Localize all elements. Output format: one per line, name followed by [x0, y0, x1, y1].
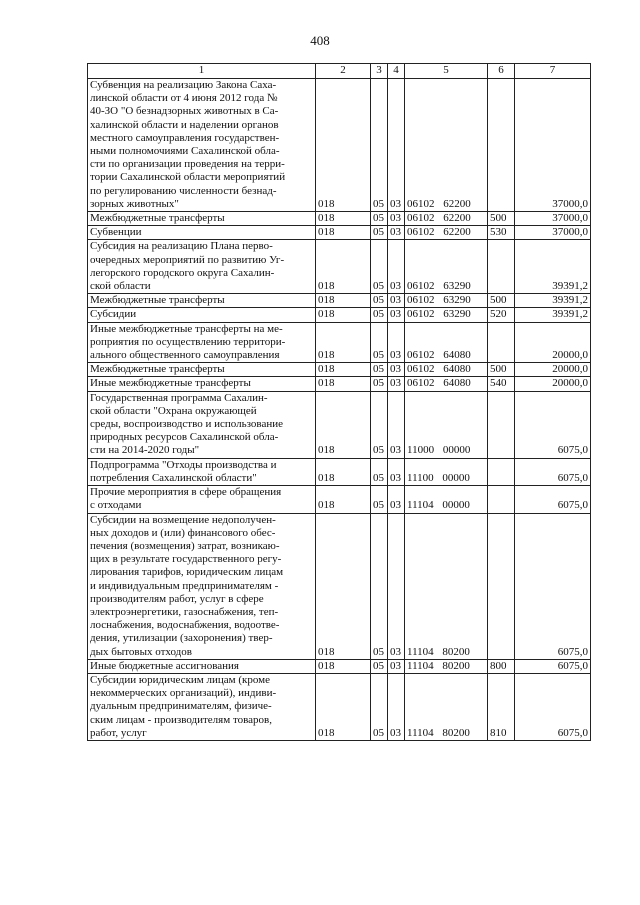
row-sum: 37000,0 — [515, 226, 591, 240]
row-target-article — [405, 294, 488, 308]
row-subsection: 03 — [388, 226, 405, 240]
row-section: 05 — [371, 308, 388, 322]
target-article-code: 06102 62200 — [407, 226, 471, 239]
row-grbs: 018 — [316, 212, 371, 226]
row-sum: 6075,0 — [515, 486, 591, 513]
target-article-code: 06102 64080 — [407, 349, 471, 362]
table-row — [88, 363, 591, 377]
target-article-code: 11100 00000 — [407, 471, 470, 484]
col-header-2: 2 — [316, 64, 371, 79]
col-header-1: 1 — [88, 64, 316, 79]
table-row — [88, 377, 591, 391]
target-article-code: 06102 62200 — [407, 212, 471, 225]
target-article-code: 11104 80200 — [407, 645, 470, 658]
target-article-code: 06102 64080 — [407, 363, 471, 376]
row-target-article — [405, 377, 488, 391]
row-section: 05 — [371, 294, 388, 308]
row-grbs: 018 — [316, 294, 371, 308]
row-sum: 6075,0 — [515, 458, 591, 485]
row-sum: 6075,0 — [515, 391, 591, 458]
col-header-4: 4 — [388, 64, 405, 79]
target-article-code: 06102 63290 — [407, 280, 471, 293]
row-expense-type — [488, 391, 515, 458]
row-target-article — [405, 486, 488, 513]
table-row — [88, 226, 591, 240]
row-sum: 20000,0 — [515, 363, 591, 377]
row-expense-type: 530 — [488, 226, 515, 240]
row-expense-type — [488, 486, 515, 513]
row-name: Иные межбюджетные трансферты — [88, 377, 316, 391]
row-name: Государственная программа Сахалин- ской области "Охрана окружающей среды, воспроизводство и использование природных ресурсов Сахалинской обла- сти на 2014-2020 годы" — [88, 391, 316, 458]
table-row — [88, 659, 591, 673]
target-article-code: 06102 63290 — [407, 308, 471, 321]
row-sum: 39391,2 — [515, 240, 591, 294]
row-grbs: 018 — [316, 458, 371, 485]
row-section: 05 — [371, 458, 388, 485]
row-subsection: 03 — [388, 240, 405, 294]
row-grbs: 018 — [316, 363, 371, 377]
row-subsection: 03 — [388, 212, 405, 226]
row-grbs: 018 — [316, 486, 371, 513]
row-sum: 20000,0 — [515, 377, 591, 391]
row-grbs: 018 — [316, 226, 371, 240]
target-article-code: 06102 63290 — [407, 294, 471, 307]
row-grbs: 018 — [316, 513, 371, 659]
row-name: Субсидии на возмещение недополучен- ных доходов и (или) финансового обес- печения (возмещения) затрат, возникаю- щих в результате государственного регу- лирования тарифов, юридическим лицам и индивидуальным предпринимателям - производителям работ, услуг в сфере электроэнергетики, газоснабжения, теп- лоснабжения, водоснабжения, водоотве- дения, утилизации (захоронения) твер- дых бытовых отходов — [88, 513, 316, 659]
table-row — [88, 673, 591, 740]
table-row — [88, 458, 591, 485]
row-subsection: 03 — [388, 673, 405, 740]
header-row — [88, 64, 591, 79]
row-subsection: 03 — [388, 513, 405, 659]
row-expense-type: 500 — [488, 363, 515, 377]
row-subsection: 03 — [388, 391, 405, 458]
row-section: 05 — [371, 363, 388, 377]
row-subsection: 03 — [388, 308, 405, 322]
row-section: 05 — [371, 377, 388, 391]
row-expense-type: 540 — [488, 377, 515, 391]
row-target-article — [405, 458, 488, 485]
page-number: 408 — [310, 33, 330, 48]
row-name: Межбюджетные трансферты — [88, 363, 316, 377]
table-row — [88, 486, 591, 513]
row-name: Прочие мероприятия в сфере обращения с отходами — [88, 486, 316, 513]
row-expense-type: 800 — [488, 659, 515, 673]
row-target-article — [405, 363, 488, 377]
table-row — [88, 79, 591, 212]
row-name: Субсидии юридическим лицам (кроме некоммерческих организаций), индиви- дуальным предпринимателям, физиче- ским лицам - производителям товаров, работ, услуг — [88, 673, 316, 740]
row-section: 05 — [371, 486, 388, 513]
col-header-3: 3 — [371, 64, 388, 79]
row-target-article — [405, 79, 488, 212]
target-article-code: 11104 80200 — [407, 659, 470, 672]
row-name: Подпрограмма "Отходы производства и потребления Сахалинской области" — [88, 458, 316, 485]
row-subsection: 03 — [388, 377, 405, 391]
row-sum: 6075,0 — [515, 673, 591, 740]
row-subsection: 03 — [388, 486, 405, 513]
target-article-code: 11104 00000 — [407, 499, 470, 512]
row-section: 05 — [371, 673, 388, 740]
row-subsection: 03 — [388, 363, 405, 377]
row-target-article — [405, 226, 488, 240]
row-section: 05 — [371, 513, 388, 659]
row-section: 05 — [371, 322, 388, 363]
row-subsection: 03 — [388, 458, 405, 485]
row-sum: 6075,0 — [515, 513, 591, 659]
table-row — [88, 294, 591, 308]
row-target-article — [405, 513, 488, 659]
table-row — [88, 513, 591, 659]
row-subsection: 03 — [388, 659, 405, 673]
table-row — [88, 322, 591, 363]
row-target-article — [405, 659, 488, 673]
target-article-code: 11104 80200 — [407, 726, 470, 739]
row-sum: 39391,2 — [515, 308, 591, 322]
row-grbs: 018 — [316, 240, 371, 294]
row-name: Субвенция на реализацию Закона Саха- линской области от 4 июня 2012 года № 40-ЗО "О безнадзорных животных в Са- халинской области и наделении органов местного самоуправления государствен- ными полномочиями Сахалинской обла- сти по организации проведения на терри- тории Сахалинской области мероприятий по регулированию численности безнад- зорных животных" — [88, 79, 316, 212]
target-article-code: 06102 62200 — [407, 197, 471, 210]
row-expense-type — [488, 79, 515, 212]
row-target-article — [405, 391, 488, 458]
row-name: Иные бюджетные ассигнования — [88, 659, 316, 673]
row-sum: 39391,2 — [515, 294, 591, 308]
row-grbs: 018 — [316, 322, 371, 363]
row-expense-type — [488, 240, 515, 294]
row-expense-type — [488, 458, 515, 485]
row-section: 05 — [371, 240, 388, 294]
col-header-6: 6 — [488, 64, 515, 79]
row-sum: 37000,0 — [515, 79, 591, 212]
row-name: Субсидии — [88, 308, 316, 322]
target-article-code: 06102 64080 — [407, 377, 471, 390]
row-section: 05 — [371, 212, 388, 226]
row-section: 05 — [371, 226, 388, 240]
row-subsection: 03 — [388, 294, 405, 308]
table-row — [88, 240, 591, 294]
row-grbs: 018 — [316, 673, 371, 740]
row-name: Субсидия на реализацию Плана перво- очередных мероприятий по развитию Уг- легорского городского округа Сахалин- ской области — [88, 240, 316, 294]
row-grbs: 018 — [316, 391, 371, 458]
row-name: Межбюджетные трансферты — [88, 294, 316, 308]
row-expense-type: 520 — [488, 308, 515, 322]
row-expense-type — [488, 513, 515, 659]
row-subsection: 03 — [388, 322, 405, 363]
row-grbs: 018 — [316, 308, 371, 322]
row-expense-type: 500 — [488, 294, 515, 308]
row-name: Межбюджетные трансферты — [88, 212, 316, 226]
row-section: 05 — [371, 391, 388, 458]
row-target-article — [405, 308, 488, 322]
row-subsection: 03 — [388, 79, 405, 212]
row-target-article — [405, 212, 488, 226]
row-target-article — [405, 673, 488, 740]
row-target-article — [405, 240, 488, 294]
table-row — [88, 212, 591, 226]
row-section: 05 — [371, 79, 388, 212]
col-header-5: 5 — [405, 64, 488, 79]
row-expense-type: 810 — [488, 673, 515, 740]
table-row — [88, 391, 591, 458]
row-sum: 20000,0 — [515, 322, 591, 363]
row-expense-type: 500 — [488, 212, 515, 226]
row-grbs: 018 — [316, 659, 371, 673]
row-expense-type — [488, 322, 515, 363]
col-header-7: 7 — [515, 64, 591, 79]
target-article-code: 11000 00000 — [407, 444, 471, 457]
row-name: Иные межбюджетные трансферты на ме- роприятия по осуществлению территори- ального общественного самоуправления — [88, 322, 316, 363]
row-grbs: 018 — [316, 377, 371, 391]
row-section: 05 — [371, 659, 388, 673]
row-target-article — [405, 322, 488, 363]
row-name: Субвенции — [88, 226, 316, 240]
table-row — [88, 308, 591, 322]
row-sum: 37000,0 — [515, 212, 591, 226]
row-sum: 6075,0 — [515, 659, 591, 673]
budget-table — [87, 63, 591, 741]
row-grbs: 018 — [316, 79, 371, 212]
